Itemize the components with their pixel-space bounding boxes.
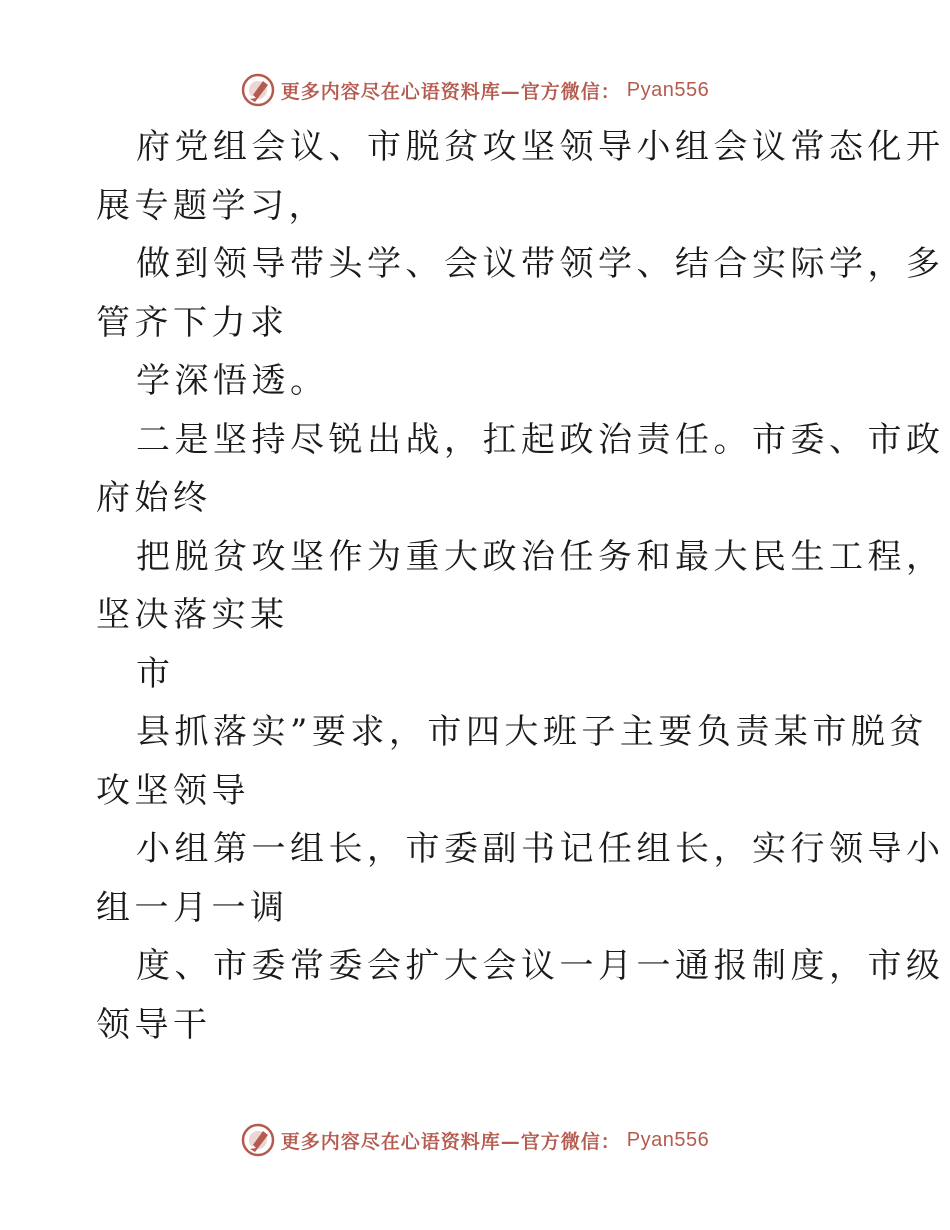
text-line: 二是坚持尽锐出战，扛起政治责任。市委、市政 bbox=[136, 419, 945, 460]
text-line: 组一月一调 bbox=[96, 887, 289, 928]
text-line: 县抓落实”要求，市四大班子主要负责某市脱贫 bbox=[136, 712, 928, 752]
footer-watermark-banner bbox=[0, 1120, 950, 1160]
header-watermark-banner bbox=[0, 70, 950, 110]
document-body bbox=[96, 118, 945, 1054]
pen-nib-logo-icon bbox=[241, 1123, 275, 1157]
text-line: 度、市委常委会扩大会议一月一通报制度，市级 bbox=[136, 946, 945, 986]
footer-banner-handle: Pyan556 bbox=[626, 1128, 710, 1151]
text-line: 把脱贫攻坚作为重大政治任务和最大民生工程， bbox=[136, 536, 945, 577]
text-line: 做到领导带头学、会议带领学、结合实际学，多 bbox=[136, 244, 945, 284]
text-line: 市 bbox=[136, 653, 175, 694]
text-line: 府党组会议、市脱贫攻坚领导小组会议常态化开 bbox=[136, 127, 945, 167]
text-line: 管齐下力求 bbox=[96, 302, 289, 343]
text-line: 领导干 bbox=[96, 1004, 212, 1045]
text-line: 展专题学习， bbox=[96, 185, 327, 226]
header-banner-handle: Pyan556 bbox=[626, 78, 710, 101]
text-line: 学深悟透。 bbox=[136, 361, 329, 401]
pen-nib-logo-icon bbox=[241, 73, 275, 107]
footer-banner-text: 更多内容尽在心语资料库—官方微信： bbox=[280, 1130, 621, 1153]
text-line: 小组第一组长，市委副书记任组长，实行领导小 bbox=[136, 829, 945, 869]
header-banner-text: 更多内容尽在心语资料库—官方微信： bbox=[280, 80, 621, 103]
text-line: 坚决落实某 bbox=[96, 595, 289, 635]
text-line: 府始终 bbox=[96, 478, 212, 518]
text-line: 攻坚领导 bbox=[96, 770, 250, 811]
